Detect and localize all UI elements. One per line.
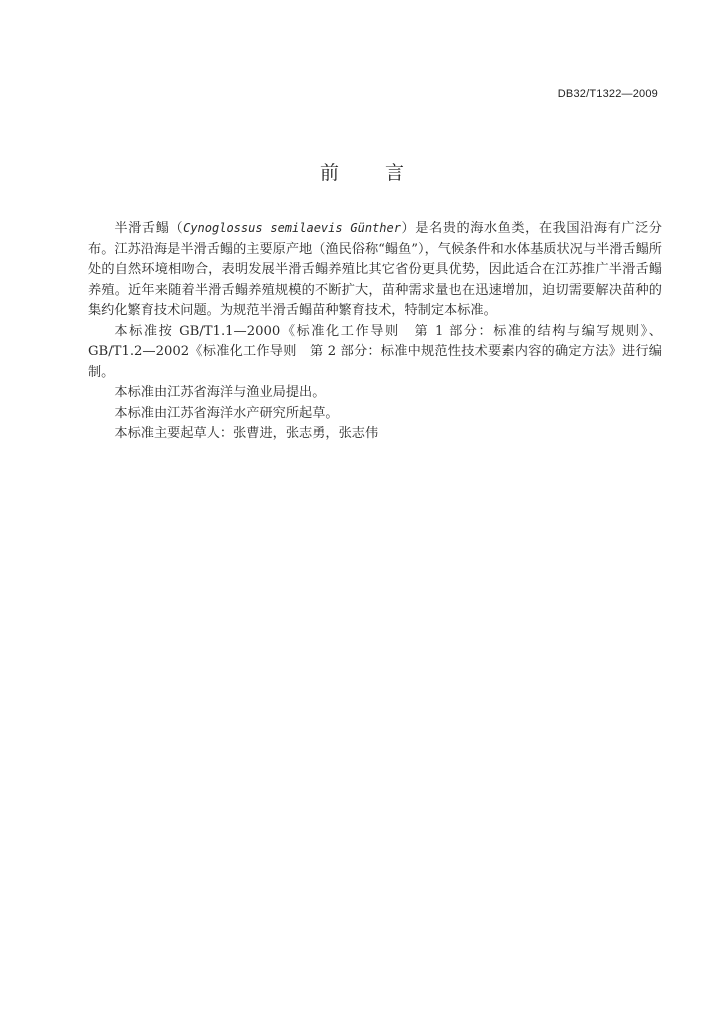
paragraph-authors: 本标准主要起草人：张曹进，张志勇，张志伟 — [114, 426, 379, 441]
paragraph-drafter: 本标准由江苏省海洋水产研究所起草。 — [114, 405, 339, 421]
intro-text-start: 半滑舌鳎（ — [114, 221, 184, 236]
title-char-1: 前 — [319, 162, 339, 184]
paragraph-proposer: 本标准由江苏省海洋与渔业局提出。 — [114, 385, 326, 400]
standard-code: DB32/T1322—2009 — [557, 88, 658, 100]
page-title — [0, 158, 724, 185]
title-char-2: 言 — [385, 162, 405, 184]
paragraph-intro — [88, 218, 662, 322]
intro-text-rest: ）是名贵的海水鱼类，在我国沿海有广泛分布。江苏沿海是半滑舌鳎的主要原产地（渔民俗称“鳎鱼”），气候条件和水体基质状况与半滑舌鳎所处的自然环境相吻合，表明发展半滑舌鳎养殖比其它省份更具优势，因此适合在江苏推广半滑舌鳎养殖。近年来随着半滑舌鳎养殖规模的不断扩大，苗种需求量也在迅速增加，迫切需要解决苗种的集约化繁育技术问题。为规范半滑舌鳎苗种繁育技术，特制定本标准。 — [88, 221, 662, 318]
species-latin-name: Cynoglossus semilaevis Günther — [183, 221, 401, 235]
paragraph-drafting-basis: 本标准按 GB/T1.1—2000《标准化工作导则 第 1 部分：标准的结构与编写规则》、GB/T1.2—2002《标准化工作导则 第 2 部分：标准中规范性技术要素内容的确定方法》进行编制。 — [88, 323, 662, 380]
foreword-body — [88, 218, 662, 445]
